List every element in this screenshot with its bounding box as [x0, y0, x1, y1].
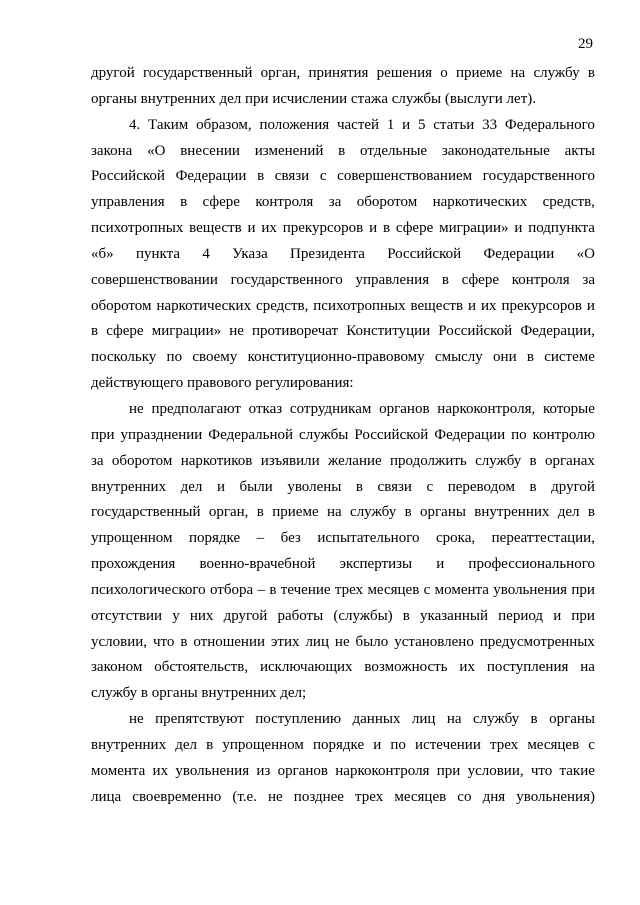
- word: и: [514, 220, 523, 237]
- word: месяцев: [394, 788, 447, 805]
- word: продолжить: [389, 452, 467, 469]
- word: в: [355, 478, 363, 495]
- word: в: [269, 581, 277, 598]
- word: наркотических: [156, 297, 252, 314]
- word: приеме: [455, 65, 503, 81]
- word: на: [510, 65, 526, 81]
- word: другой: [551, 478, 595, 495]
- word: упрощенном: [91, 530, 173, 547]
- word: и: [373, 736, 382, 753]
- word: наркоконтроля: [335, 762, 430, 779]
- text-line: [91, 319, 595, 345]
- text-line: [91, 61, 595, 87]
- word: со: [457, 788, 472, 805]
- word: сфере: [106, 323, 144, 340]
- word: «О: [576, 245, 595, 262]
- word: своему: [192, 349, 238, 366]
- word: оборотом: [91, 297, 152, 314]
- word: прекурсоров: [501, 297, 582, 314]
- word: внутренних: [474, 504, 550, 521]
- word: средств,: [256, 297, 309, 314]
- word: акты: [564, 142, 595, 159]
- word: увольнения): [516, 788, 595, 805]
- text-line: [91, 345, 595, 371]
- word: пункта: [135, 245, 180, 262]
- word: внесении: [180, 142, 240, 159]
- word: указанный: [420, 607, 488, 624]
- text-line: [91, 371, 595, 397]
- text-line: [91, 552, 595, 578]
- word: государственного: [230, 271, 343, 288]
- word: законом: [91, 659, 143, 676]
- word: из: [256, 762, 271, 779]
- word: порядке: [189, 530, 241, 547]
- document-body: [91, 61, 595, 810]
- word: орган,: [208, 504, 249, 521]
- word: «О: [147, 142, 166, 159]
- word: их: [152, 762, 169, 779]
- word: «б»: [91, 245, 114, 262]
- word: возможность: [364, 659, 448, 676]
- word: при: [571, 581, 595, 598]
- word: другой: [223, 607, 268, 624]
- text-line: [91, 139, 595, 165]
- word: поступлению: [255, 711, 342, 728]
- word: положения: [259, 116, 330, 133]
- text-line-content: службу в органы внутренних дел;: [91, 685, 307, 702]
- word: 4: [202, 245, 210, 262]
- word: не: [334, 633, 350, 650]
- text-line: [91, 475, 595, 501]
- word: и: [216, 478, 225, 495]
- word: Российской: [91, 168, 165, 185]
- word: 1: [386, 116, 395, 133]
- word: оборотом: [356, 194, 418, 211]
- word: увольнения: [493, 581, 568, 598]
- word: поскольку: [91, 349, 157, 366]
- word: 4.: [129, 116, 141, 133]
- word: не: [229, 323, 244, 340]
- word: государственный: [142, 65, 253, 81]
- text-line: [91, 655, 595, 681]
- word: условии,: [91, 633, 148, 650]
- word: экспертизы: [339, 556, 413, 573]
- word: 5: [417, 116, 426, 133]
- word: принятия: [308, 65, 369, 81]
- word: системе: [544, 349, 595, 366]
- word: Российской: [438, 323, 513, 340]
- word: органах: [544, 452, 595, 469]
- word: управления: [355, 271, 430, 288]
- word: в: [441, 271, 449, 288]
- word: законодательные: [441, 142, 550, 159]
- word: веществ: [410, 297, 464, 314]
- word: изъявили: [260, 452, 320, 469]
- text-line: [91, 294, 595, 320]
- word: –: [257, 581, 265, 598]
- word: не: [268, 788, 283, 805]
- text-line: [91, 578, 595, 604]
- word: лиц: [305, 633, 329, 650]
- word: течение: [280, 581, 331, 598]
- word: момента: [91, 762, 146, 779]
- word: и: [369, 220, 378, 237]
- word: орган,: [260, 65, 301, 81]
- word: средств,: [542, 194, 595, 211]
- text-line: [91, 604, 595, 630]
- word: лиц: [411, 711, 436, 728]
- word: совершенствовании: [91, 271, 218, 288]
- word: в: [180, 633, 188, 650]
- word: связи: [274, 168, 310, 185]
- word: в: [530, 711, 538, 728]
- word: их: [459, 659, 475, 676]
- text-line: [91, 785, 595, 811]
- word: внутренних: [91, 478, 167, 495]
- page-number: 29: [578, 36, 593, 52]
- word: по: [390, 736, 406, 753]
- word: и: [553, 607, 562, 624]
- word: связи: [377, 478, 412, 495]
- word: Федеральной: [208, 426, 294, 443]
- word: Указа: [232, 245, 268, 262]
- word: при: [571, 607, 595, 624]
- word: психотропных: [91, 220, 184, 237]
- word: них: [189, 607, 214, 624]
- word: противоречат: [252, 323, 339, 340]
- word: контроля: [255, 194, 314, 211]
- word: контроля: [511, 271, 570, 288]
- word: отказ: [248, 400, 283, 417]
- word: службу: [350, 504, 397, 521]
- word: –: [256, 530, 265, 547]
- word: отсутствии: [91, 607, 163, 624]
- word: на: [446, 711, 462, 728]
- word: на: [326, 504, 342, 521]
- word: у: [172, 607, 180, 624]
- word: отдельные: [360, 142, 428, 159]
- word: органов: [379, 400, 430, 417]
- word: сотрудникам: [289, 400, 372, 417]
- word: трех: [334, 581, 364, 598]
- word: с: [426, 478, 434, 495]
- word: Федерации: [434, 426, 506, 443]
- word: Федерации: [175, 168, 247, 185]
- text-line-content: органы внутренних дел при исчислении стажа службы (выслуги лет).: [91, 90, 536, 107]
- word: момента: [434, 581, 489, 598]
- text-line: [91, 759, 595, 785]
- word: которые: [543, 400, 595, 417]
- word: в: [404, 504, 412, 521]
- word: государственный: [91, 504, 201, 521]
- word: в: [529, 452, 537, 469]
- word: прекурсоров: [282, 220, 364, 237]
- word: увольнения: [175, 762, 250, 779]
- text-line: [91, 242, 595, 268]
- word: трех: [355, 788, 384, 805]
- word: были: [239, 478, 273, 495]
- word: по: [166, 349, 183, 366]
- word: дня: [482, 788, 506, 805]
- word: службу: [533, 65, 580, 81]
- word: 33: [482, 116, 498, 133]
- word: упрощенном: [222, 736, 304, 753]
- word: предусмотренных: [479, 633, 595, 650]
- word: работы: [277, 607, 324, 624]
- word: совершенствованием: [337, 168, 473, 185]
- word: внутренних: [91, 736, 167, 753]
- word: препятствуют: [155, 711, 244, 728]
- word: при: [436, 762, 461, 779]
- text-line: [91, 190, 595, 216]
- word: и: [247, 220, 256, 237]
- word: прохождения: [91, 556, 176, 573]
- word: Президента: [290, 245, 365, 262]
- word: лица: [91, 788, 122, 805]
- word: за: [582, 271, 595, 288]
- text-line-content: действующего правового регулирования:: [91, 375, 354, 392]
- word: дел: [557, 504, 580, 521]
- word: месяцев: [527, 736, 580, 753]
- word: своевременно: [132, 788, 222, 805]
- word: изменений: [254, 142, 324, 159]
- word: образом,: [196, 116, 252, 133]
- word: в: [402, 607, 410, 624]
- word: управления: [91, 194, 165, 211]
- text-line: [91, 630, 595, 656]
- word: конституционно-правовому: [247, 349, 425, 366]
- word: в: [257, 168, 265, 185]
- word: не: [129, 711, 144, 728]
- word: в: [206, 736, 214, 753]
- word: отбора: [210, 581, 254, 598]
- word: в: [91, 323, 99, 340]
- word: наркотиков: [180, 452, 253, 469]
- word: службу: [475, 452, 522, 469]
- word: в: [338, 142, 346, 159]
- word: Российской: [387, 245, 462, 262]
- word: закона: [91, 142, 133, 159]
- word: переводом: [447, 478, 515, 495]
- word: по: [511, 426, 527, 443]
- word: Федерации,: [520, 323, 595, 340]
- word: поступления: [486, 659, 569, 676]
- word: их: [480, 297, 497, 314]
- word: Федерации: [483, 245, 555, 262]
- word: сфере: [395, 220, 434, 237]
- word: миграции»: [439, 220, 509, 237]
- word: испытательного: [317, 530, 420, 547]
- word: обстоятельств,: [154, 659, 249, 676]
- word: их: [261, 220, 277, 237]
- word: Федерального: [504, 116, 595, 133]
- word: условии,: [467, 762, 524, 779]
- word: Конституции: [346, 323, 431, 340]
- word: отношении: [193, 633, 266, 650]
- text-line: [91, 164, 595, 190]
- word: службы: [299, 426, 349, 443]
- word: психологического: [91, 581, 206, 598]
- word: смыслу: [434, 349, 483, 366]
- word: наркоконтроля,: [437, 400, 536, 417]
- word: Российской: [354, 426, 429, 443]
- text-line: [91, 423, 595, 449]
- word: веществ: [189, 220, 242, 237]
- word: и: [436, 556, 445, 573]
- text-line: [91, 216, 595, 242]
- word: в: [180, 194, 188, 211]
- word: месяцев: [367, 581, 420, 598]
- word: сфере: [202, 194, 240, 211]
- word: без: [280, 530, 301, 547]
- text-line: [91, 397, 595, 423]
- word: дел: [180, 478, 203, 495]
- word: установлено: [394, 633, 474, 650]
- text-line: [91, 268, 595, 294]
- word: миграции»: [151, 323, 222, 340]
- word: они: [493, 349, 517, 366]
- text-line: [91, 733, 595, 759]
- word: данных: [352, 711, 401, 728]
- word: дел: [175, 736, 197, 753]
- word: позднее: [293, 788, 344, 805]
- word: органов: [277, 762, 328, 779]
- text-line: [91, 500, 595, 526]
- text-line: [91, 87, 595, 113]
- word: с: [319, 168, 327, 185]
- word: период: [498, 607, 544, 624]
- word: о: [440, 65, 448, 81]
- word: за: [328, 194, 342, 211]
- word: уволены: [287, 478, 342, 495]
- word: истечении: [415, 736, 481, 753]
- text-line: [91, 681, 595, 707]
- word: этих: [270, 633, 300, 650]
- word: трех: [489, 736, 519, 753]
- word: такие: [559, 762, 595, 779]
- word: в: [256, 504, 264, 521]
- word: переаттестации,: [491, 530, 595, 547]
- word: органы: [420, 504, 466, 521]
- word: в: [587, 504, 595, 521]
- word: с: [588, 736, 595, 753]
- word: (т.е.: [232, 788, 257, 805]
- word: решения: [376, 65, 432, 81]
- word: за: [91, 452, 104, 469]
- word: контролю: [532, 426, 595, 443]
- word: что: [530, 762, 553, 779]
- word: на: [580, 659, 595, 676]
- word: наркотических: [432, 194, 528, 211]
- word: не: [129, 400, 144, 417]
- word: государственного: [482, 168, 595, 185]
- word: Таким: [148, 116, 189, 133]
- word: службу: [472, 711, 520, 728]
- word: сфере: [461, 271, 499, 288]
- word: при: [91, 426, 115, 443]
- word: частей: [336, 116, 380, 133]
- word: упразднении: [120, 426, 203, 443]
- word: психотропных: [313, 297, 406, 314]
- text-line: [91, 113, 595, 139]
- word: и: [402, 116, 411, 133]
- word: подпункта: [528, 220, 595, 237]
- word: другой: [91, 65, 135, 81]
- word: профессионального: [468, 556, 595, 573]
- text-line: [91, 707, 595, 733]
- word: (службы): [333, 607, 393, 624]
- word: оборотом: [111, 452, 173, 469]
- word: в: [587, 65, 595, 81]
- word: органы: [549, 711, 595, 728]
- text-line: [91, 449, 595, 475]
- word: исключающих: [259, 659, 353, 676]
- word: предполагают: [151, 400, 241, 417]
- word: в: [526, 349, 534, 366]
- text-line: [91, 526, 595, 552]
- word: желание: [327, 452, 382, 469]
- word: порядке: [312, 736, 365, 753]
- word: военно-врачебной: [199, 556, 316, 573]
- word: и: [468, 297, 477, 314]
- word: приеме: [272, 504, 319, 521]
- word: статьи: [433, 116, 475, 133]
- word: с: [423, 581, 431, 598]
- word: в: [382, 220, 391, 237]
- word: и: [586, 297, 595, 314]
- word: что: [152, 633, 175, 650]
- word: было: [355, 633, 389, 650]
- word: срока,: [436, 530, 476, 547]
- word: в: [529, 478, 537, 495]
